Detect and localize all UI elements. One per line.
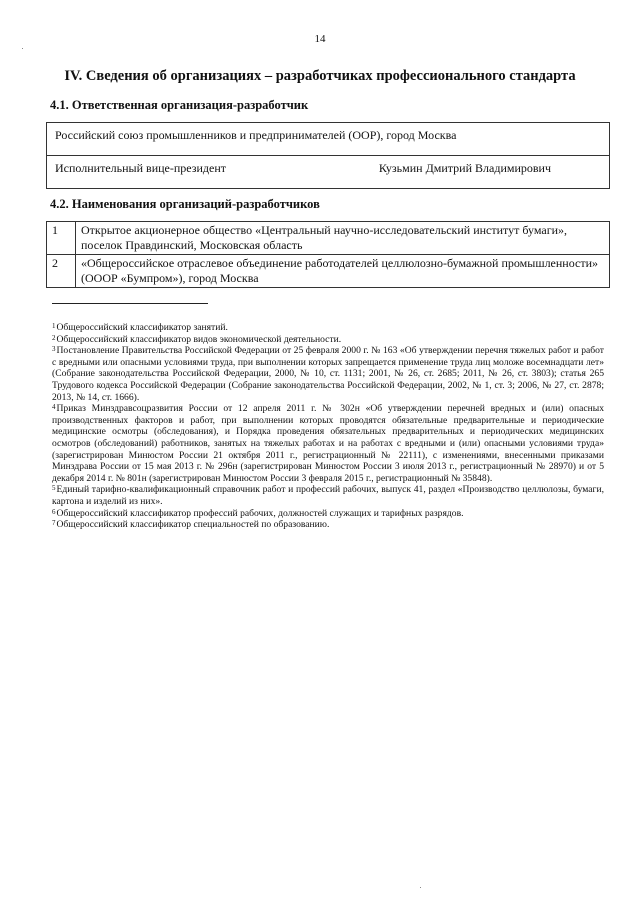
signatory bbox=[55, 161, 601, 176]
responsible-organization-table bbox=[46, 122, 610, 189]
responsible-heading: 4.1. Ответственная организация-разработчик bbox=[50, 98, 309, 112]
footnote-mark: 7 bbox=[52, 519, 56, 528]
footnote-mark: 4 bbox=[52, 403, 56, 412]
footnote bbox=[52, 345, 604, 403]
row-number: 1 bbox=[47, 222, 76, 255]
organization-name: «Общероссийское отраслевое объединение работодателей целлюлозно-бумажной промышленности» (ОООР «Бумпром»), город Москва bbox=[76, 255, 610, 288]
footnote-text: Единый тарифно-квалификационный справочник работ и профессий рабочих, выпуск 41, раздел «Производство целлюлозы, бумаги, картона и изделий из них». bbox=[52, 484, 604, 507]
footnotes bbox=[52, 322, 604, 531]
row-number: 2 bbox=[47, 255, 76, 288]
table-row bbox=[47, 222, 610, 255]
footnote bbox=[52, 403, 604, 484]
footnote-text: Общероссийский классификатор специальностей по образованию. bbox=[56, 519, 330, 531]
footnote-mark: 3 bbox=[52, 345, 56, 354]
scan-speck bbox=[22, 48, 23, 49]
footnote-mark: 1 bbox=[52, 322, 56, 330]
footnote-text: Общероссийский классификатор занятий. bbox=[56, 322, 228, 333]
organization-row bbox=[47, 123, 610, 156]
footnote-separator bbox=[52, 303, 208, 304]
footnote bbox=[52, 484, 604, 507]
developers-heading: 4.2. Наименования организаций-разработчиков bbox=[50, 197, 320, 211]
footnote-text: Приказ Минздравсоцразвития России от 12 апреля 2011 г. № 302н «Об утверждении перечней вредных и (или) опасных производственных факторов и работ, при выполнении которых проводятся обязательные предварительные и периодические медицинские осмотры (обследования), и Порядка проведения обязательных предварительных и периодических медицинских осмотров (обследований) работников, занятых на тяжелых работах и на работах с вредными и (или) опасными условиями труда» (зарегистрирован Минюстом России 21 октября 2011 г., регистрационный № 22111), с изменениями, внесенными приказами Минздрава России от 15 мая 2013 г. № 296н (зарегистрирован Минюстом России 3 июля 2013 г., регистрационный № 28970) и от 5 декабря 2014 г. № 801н (зарегистрирован Минюстом России 3 февраля 2015 г., регистрационный № 35848). bbox=[52, 403, 604, 484]
footnote-mark: 5 bbox=[52, 484, 56, 493]
footnote bbox=[52, 508, 604, 520]
footnote bbox=[52, 322, 604, 334]
footnote-text: Постановление Правительства Российской Федерации от 25 февраля 2000 г. № 163 «Об утверждении перечня тяжелых работ и работ с вредными или опасными условиями труда, при выполнении которых запрещается применение труда лиц моложе восемнадцати лет» (Собрание законодательства Российской Федерации, 2000, № 10, ст. 1131; 2001, № 26, ст. 2685; 2011, № 26, ст. 3803); статья 265 Трудового кодекса Российской Федерации (Собрание законодательства Российской Федерации, 2002, № 1, ст. 3; 2006, № 27, ст. 2878; 2013, № 14, ст. 1666). bbox=[52, 345, 604, 403]
section-title: IV. Сведения об организациях – разработчиках профессионального стандарта bbox=[64, 68, 576, 84]
signatory-name: Кузьмин Дмитрий Владимирович bbox=[378, 161, 551, 175]
table-row bbox=[47, 255, 610, 288]
footnote-mark: 2 bbox=[52, 333, 56, 342]
organization-name: Открытое акционерное общество «Центральный научно-исследовательский институт бумаги», поселок Правдинский, Московская область bbox=[76, 222, 610, 255]
scan-speck bbox=[420, 887, 421, 888]
footnote bbox=[52, 519, 604, 531]
signatory-position: Исполнительный вице-президент bbox=[55, 161, 227, 175]
footnote bbox=[52, 334, 604, 346]
organization-name: Российский союз промышленников и предпринимателей (ООР), город Москва bbox=[47, 123, 610, 156]
footnote-text: Общероссийский классификатор видов экономической деятельности. bbox=[56, 333, 342, 345]
developers-table bbox=[46, 221, 610, 288]
page-number: 14 bbox=[314, 33, 326, 45]
signatory-row bbox=[47, 156, 610, 189]
footnote-mark: 6 bbox=[52, 507, 56, 516]
footnote-text: Общероссийский классификатор профессий рабочих, должностей служащих и тарифных разрядов. bbox=[56, 507, 464, 519]
